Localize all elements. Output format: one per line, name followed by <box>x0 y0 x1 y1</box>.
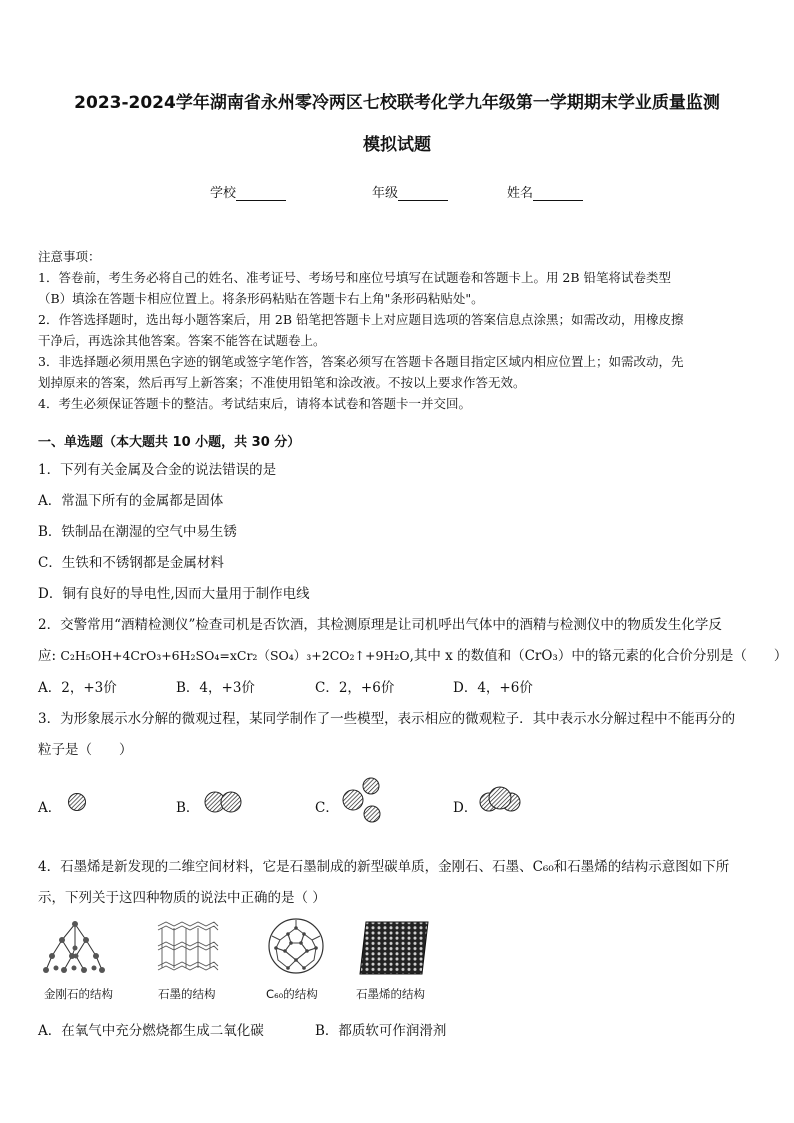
exam-title: 2023-2024学年湖南省永州零冷两区七校联考化学九年级第一学期期末学业质量监测 <box>74 93 720 113</box>
notes-line: 3．非选择题必须用黑色字迹的钢笔或签字笔作答，答案必须写在答题卡各题目指定区域内相应位置上；如需改动，先 <box>38 354 684 369</box>
q2-option-d[interactable]: D．4，+6价 <box>453 680 533 696</box>
graphite-structure-icon <box>156 918 220 978</box>
q3-option-b[interactable]: B． <box>176 800 200 816</box>
q4-stem-line2: 示，下列关于这四种物质的说法中正确的是（ ） <box>38 890 326 906</box>
q1-option-d[interactable]: D．铜有良好的导电性,因而大量用于制作电线 <box>38 586 310 602</box>
q2-option-b[interactable]: B．4，+3价 <box>176 680 255 696</box>
student-info <box>0 182 794 202</box>
diamond-caption: 金刚石的结构 <box>44 987 113 1001</box>
notes-section <box>38 246 760 414</box>
section-heading: 一、单选题（本大题共 10 小题，共 30 分） <box>38 435 301 450</box>
school-blank[interactable] <box>236 186 286 201</box>
q3-model-b-icon <box>204 790 244 814</box>
notes-line: 划掉原来的答案，然后再写上新答案；不准使用铅笔和涂改液。不按以上要求作答无效。 <box>38 375 526 390</box>
graphene-structure-icon <box>358 920 430 976</box>
school-field[interactable]: 学校 <box>210 182 286 201</box>
notes-line: 2．作答选择题时，选出每小题答案后，用 2B 铅笔把答题卡上对应题目选项的答案信息点涂黑；如需改动，用橡皮擦 <box>38 312 684 327</box>
notes-heading: 注意事项： <box>38 249 101 264</box>
name-blank[interactable] <box>533 186 583 201</box>
diamond-structure-icon <box>42 918 108 978</box>
q3-stem: 3．为形象展示水分解的微观过程，某同学制作了一些模型，表示相应的微观粒子．其中表示水分解过程中不能再分的 <box>38 711 736 727</box>
q2-option-a[interactable]: A．2，+3价 <box>38 680 117 696</box>
q3-option-d[interactable]: D． <box>453 800 478 816</box>
grade-field[interactable]: 年级 <box>372 182 448 201</box>
q4-option-a[interactable]: A．在氧气中充分燃烧都生成二氧化碳 <box>38 1023 264 1039</box>
notes-line: 4．考生必须保证答题卡的整洁。考试结束后，请将本试卷和答题卡一并交回。 <box>38 396 471 411</box>
q4-stem: 4．石墨烯是新发现的二维空间材料，它是石墨制成的新型碳单质，金刚石、石墨、C₆₀和石墨烯的结构示意图如下所 <box>38 859 730 875</box>
exam-subtitle: 模拟试题 <box>363 135 431 155</box>
q4-option-b[interactable]: B．都质软可作润滑剂 <box>315 1023 447 1039</box>
q2-option-c[interactable]: C．2，+6价 <box>315 680 395 696</box>
q3-option-a[interactable]: A． <box>38 800 62 816</box>
q1-stem: 1．下列有关金属及合金的说法错误的是 <box>38 462 277 478</box>
q3-option-c[interactable]: C． <box>315 800 339 816</box>
notes-line: （B）填涂在答题卡相应位置上。将条形码粘贴在答题卡右上角"条形码粘贴处"。 <box>38 291 484 306</box>
c60-caption: C₆₀的结构 <box>266 987 318 1001</box>
q3-model-a-icon <box>66 792 90 812</box>
notes-line: 干净后，再选涂其他答案。答案不能答在试题卷上。 <box>38 333 326 348</box>
q1-option-b[interactable]: B．铁制品在潮湿的空气中易生锈 <box>38 524 237 540</box>
q2-stem: 2．交警常用“酒精检测仪”检查司机是否饮酒，其检测原理是让司机呼出气体中的酒精与检测仪中的物质发生化学反 <box>38 617 722 633</box>
graphene-caption: 石墨烯的结构 <box>356 987 425 1001</box>
notes-line: 1．答卷前，考生务必将自己的姓名、准考证号、考场号和座位号填写在试题卷和答题卡上。用 2B 铅笔将试卷类型 <box>38 270 672 285</box>
q1-option-c[interactable]: C．生铁和不锈钢都是金属材料 <box>38 555 224 571</box>
c60-structure-icon <box>266 914 326 978</box>
q1-option-a[interactable]: A．常温下所有的金属都是固体 <box>38 493 224 509</box>
q3-stem-line2: 粒子是（ ） <box>38 742 133 758</box>
graphite-caption: 石墨的结构 <box>158 987 216 1001</box>
q2-stem-line2: 应: C₂H₅OH+4CrO₃+6H₂SO₄=xCr₂（SO₄）₃+2CO₂↑+9H₂O,其中 x 的数值和（CrO₃）中的铬元素的化合价分别是（ ） <box>38 648 788 664</box>
name-field[interactable]: 姓名 <box>507 182 583 201</box>
q3-model-d-icon <box>478 784 522 814</box>
q2-equation: C₂H₅OH+4CrO₃+6H₂SO₄=xCr₂（SO₄）₃+2CO₂↑+9H₂O <box>60 648 410 663</box>
grade-blank[interactable] <box>398 186 448 201</box>
q3-model-c-icon <box>338 776 384 824</box>
